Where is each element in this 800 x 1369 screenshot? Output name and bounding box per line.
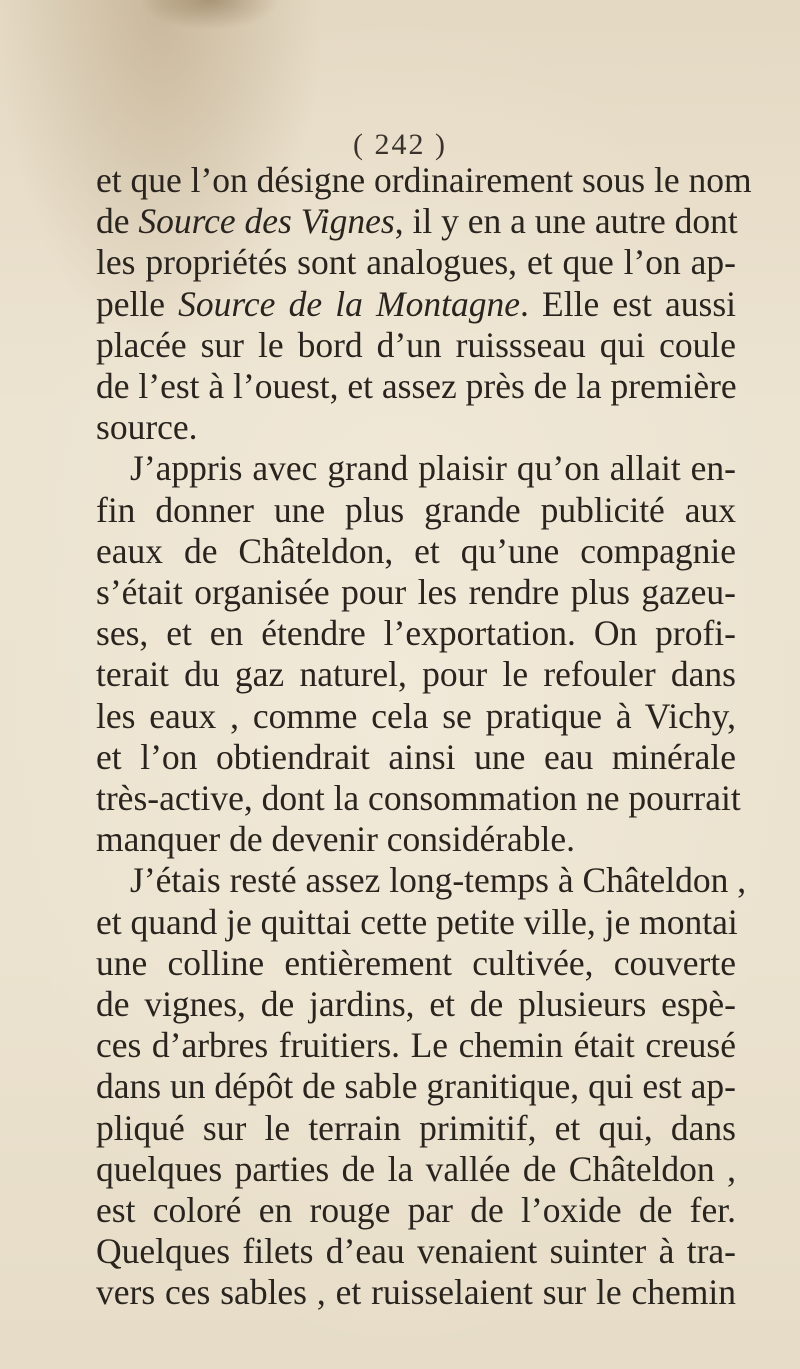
text-line: fin donner une plus grande publicité aux: [96, 489, 736, 530]
text-line: vers ces sables , et ruisselaient sur le chemin: [96, 1272, 736, 1313]
text-line: placée sur le bord d’un ruissseau qui coule: [96, 324, 736, 365]
text-line: pelle Source de la Montagne. Elle est aussi: [96, 283, 737, 324]
text-line: et l’on obtiendrait ainsi une eau minérale: [96, 736, 736, 777]
text-line: s’était organisée pour les rendre plus gazeu-: [96, 572, 736, 613]
text-line: ses, et en étendre l’exportation. On profi-: [96, 613, 736, 654]
text-line: de Source des Vignes, il y en a une autre dont: [96, 201, 738, 242]
text-line: et que l’on désigne ordinairement sous le nom: [96, 160, 752, 200]
text-line: dans un dépôt de sable granitique, qui est ap-: [96, 1066, 736, 1107]
text-line: de vignes, de jardins, et de plusieurs espè-: [96, 984, 736, 1025]
text-line: ces d’arbres fruitiers. Le chemin était creusé: [96, 1025, 736, 1066]
text-line: J’appris avec grand plaisir qu’on allait en-: [130, 448, 736, 489]
text-line: eaux de Châteldon, et qu’une compagnie: [96, 530, 736, 571]
text-line: très-active, dont la consommation ne pourrait: [96, 778, 741, 819]
text-line: les eaux , comme cela se pratique à Vichy,: [96, 695, 736, 736]
text-line: pliqué sur le terrain primitif, et qui, dans: [96, 1107, 736, 1148]
text-line: une colline entièrement cultivée, couverte: [96, 942, 736, 983]
text-line: manquer de devenir considérable.: [96, 819, 576, 860]
text-line: est coloré en rouge par de l’oxide de fer.: [96, 1190, 736, 1231]
text-line: les propriétés sont analogues, et que l’on ap-: [96, 242, 736, 283]
text-line: et quand je quittai cette petite ville, je montai: [96, 901, 738, 942]
text-line: quelques parties de la vallée de Châteldon ,: [96, 1148, 736, 1189]
text-line: terait du gaz naturel, pour le refouler dans: [96, 654, 736, 695]
italic-source-name: Source de la Montagne: [178, 283, 521, 324]
italic-source-name: Source des Vignes: [138, 201, 395, 242]
text-line: de l’est à l’ouest, et assez près de la première: [96, 366, 737, 407]
page-number: ( 242 ): [353, 128, 447, 161]
page-text: [96, 160, 752, 1314]
text-line: J’étais resté assez long-temps à Châteldon ,: [130, 860, 747, 901]
text-line: source.: [96, 407, 198, 448]
text-line: Quelques filets d’eau venaient suinter à tra-: [96, 1231, 736, 1272]
